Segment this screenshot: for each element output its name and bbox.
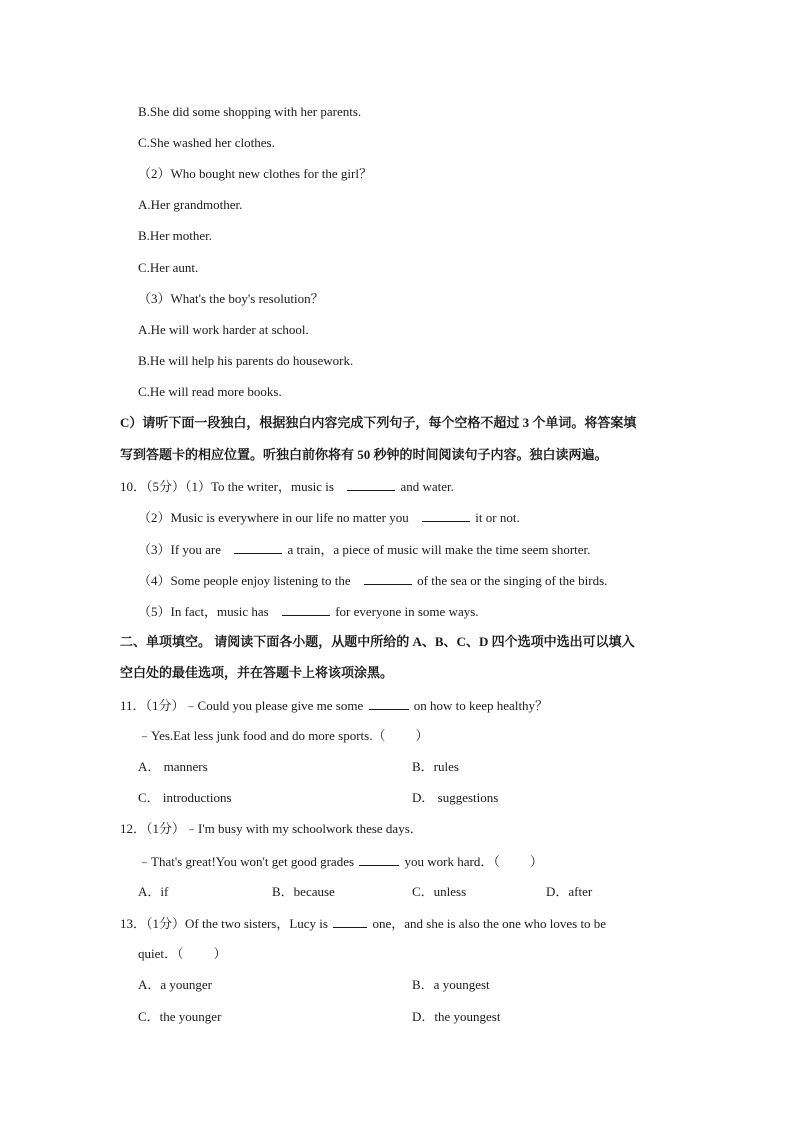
q11-stem: [120, 696, 548, 715]
q9-3-answer-c: C.He will read more books.: [138, 384, 282, 399]
q9-2-option-c: C.She washed her clothes.: [138, 135, 275, 150]
answer-blank[interactable]: [234, 540, 282, 554]
answer-blank[interactable]: [359, 852, 399, 866]
answer-blank[interactable]: [282, 602, 330, 616]
q13-stem2-close: ）: [213, 946, 227, 961]
q11-option-c[interactable]: C． introductions: [138, 790, 232, 805]
q12-reply-before: ﹣That's great!You won't get good grades: [138, 854, 355, 869]
q13-option-c[interactable]: C．the younger: [138, 1009, 222, 1024]
q10-3-text-before: （3）If you are: [138, 542, 222, 557]
q10-1-text-before: 10．（5分）（1）To the writer，music is: [120, 479, 334, 494]
section-2-instruction-line1: 二、单项填空。 请阅读下面各小题，从题中所给的 A、B、C、D 四个选项中选出可以填入: [120, 634, 635, 649]
answer-blank[interactable]: [364, 571, 412, 585]
q11-option-d[interactable]: D． suggestions: [412, 790, 499, 805]
q9-2-option-b: B.She did some shopping with her parents.: [138, 104, 362, 119]
q13-stem-before: 13．（1分）Of the two sisters，Lucy is: [120, 916, 328, 931]
q13-option-a[interactable]: A．a younger: [138, 977, 213, 992]
q11-stem-before: 11．（1分）﹣Could you please give me some: [120, 698, 364, 713]
q13-stem2-text: quiet．（: [138, 946, 184, 961]
q10-sentence-1: [120, 477, 454, 496]
q10-sentence-4: [138, 571, 607, 590]
q13-stem: [120, 914, 606, 933]
q13-stem-line2: [138, 945, 227, 963]
q10-2-text-before: （2）Music is everywhere in our life no matter you: [138, 510, 409, 525]
q9-3-answer-b: B.He will help his parents do housework.: [138, 353, 354, 368]
q10-sentence-3: [138, 540, 590, 559]
q13-option-d[interactable]: D．the youngest: [412, 1009, 501, 1024]
q10-3-text-after: a train，a piece of music will make the time seem shorter.: [287, 542, 591, 557]
section-c-instruction-line1: C）请听下面一段独白，根据独白内容完成下列句子，每个空格不超过 3 个单词。将答案填: [120, 415, 637, 430]
q11-option-b[interactable]: B．rules: [412, 759, 459, 774]
q9-2-answer-a: A.Her grandmother.: [138, 197, 243, 212]
q10-4-text-before: （4）Some people enjoy listening to the: [138, 573, 351, 588]
q10-5-text-before: （5）In fact，music has: [138, 604, 269, 619]
q9-3-answer-a: A.He will work harder at school.: [138, 322, 309, 337]
q11-reply-text: ﹣Yes.Eat less junk food and do more sports.（: [138, 728, 386, 743]
q9-3-question: （3）What's the boy's resolution？: [138, 291, 324, 306]
q13-option-b[interactable]: B．a youngest: [412, 977, 490, 992]
answer-blank[interactable]: [347, 477, 395, 491]
q10-5-text-after: for everyone in some ways.: [335, 604, 479, 619]
q10-4-text-after: of the sea or the singing of the birds.: [417, 573, 608, 588]
q11-option-a[interactable]: A． manners: [138, 759, 208, 774]
answer-blank[interactable]: [369, 696, 409, 710]
q11-reply-close: ）: [415, 728, 429, 743]
q10-sentence-5: [138, 602, 479, 621]
section-2-instruction-line2: 空白处的最佳选项，并在答题卡上将该项涂黑。: [120, 665, 394, 680]
q12-reply-after: you work hard．（: [404, 854, 500, 869]
q11-reply: [138, 727, 429, 745]
q12-reply-close: ）: [529, 854, 543, 869]
q11-stem-after: on how to keep healthy？: [413, 698, 549, 713]
q9-2-question: （2）Who bought new clothes for the girl？: [138, 166, 372, 181]
q10-1-text-after: and water.: [400, 479, 454, 494]
q12-option-d[interactable]: D．after: [546, 884, 593, 899]
q10-sentence-2: [138, 508, 520, 527]
q12-option-c[interactable]: C．unless: [412, 884, 467, 899]
q12-option-a[interactable]: A．if: [138, 884, 169, 899]
q9-2-answer-c: C.Her aunt.: [138, 260, 199, 275]
answer-blank[interactable]: [422, 508, 470, 522]
answer-blank[interactable]: [333, 914, 367, 928]
q12-reply: [138, 852, 543, 871]
q12-option-b[interactable]: B．because: [272, 884, 335, 899]
q10-2-text-after: it or not.: [475, 510, 520, 525]
q13-stem-after: one，and she is also the one who loves to be: [372, 916, 607, 931]
q9-2-answer-b: B.Her mother.: [138, 228, 213, 243]
q12-stem: 12．（1分）﹣I'm busy with my schoolwork these days．: [120, 821, 423, 836]
section-c-instruction-line2: 写到答题卡的相应位置。听独白前你将有 50 秒钟的时间阅读句子内容。独白读两遍。: [120, 447, 608, 462]
